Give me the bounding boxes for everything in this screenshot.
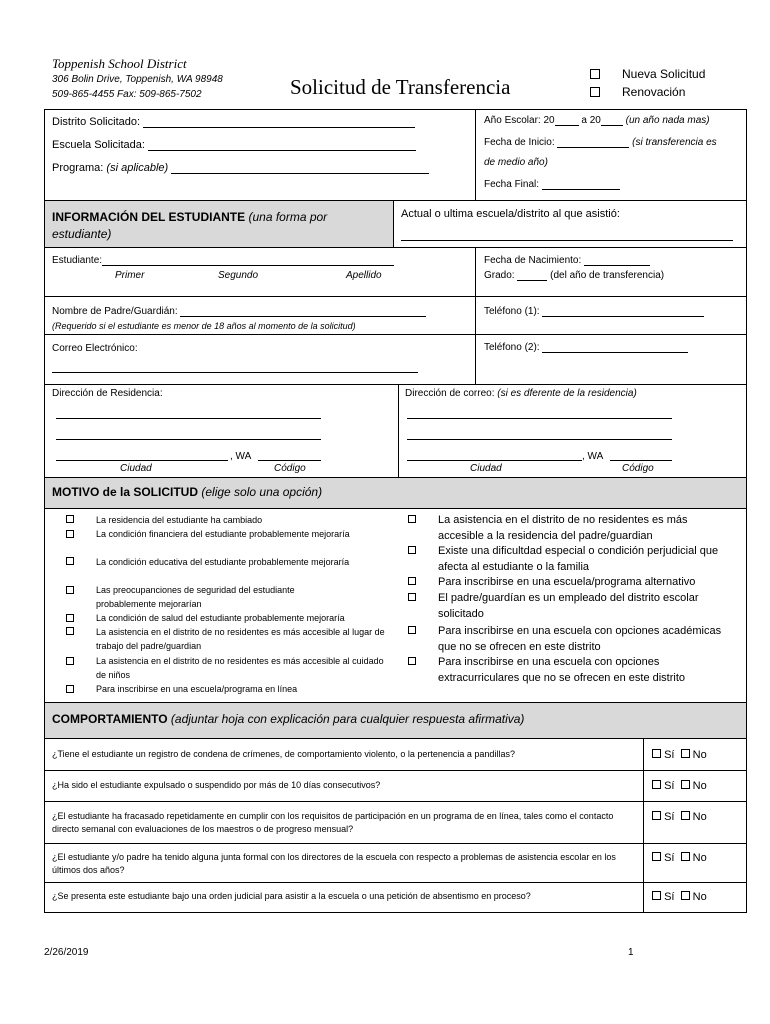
residence-zip-caption: Código (274, 463, 306, 474)
residence-address-line-1[interactable] (56, 418, 321, 419)
email-label: Correo Electrónico: (52, 343, 138, 354)
new-request-checkbox[interactable] (590, 69, 600, 79)
phone2-field[interactable]: Teléfono (2): (484, 342, 688, 353)
phone1-field[interactable]: Teléfono (1): (484, 306, 704, 317)
program-field[interactable]: Programa: (si aplicable) (52, 162, 429, 174)
reason-option-12: El padre/guardían es un empleado del distrito escolar solicitado (438, 592, 699, 620)
email-line[interactable] (52, 372, 418, 373)
mailing-address-line-2[interactable] (407, 439, 672, 440)
no-checkbox-4[interactable] (681, 852, 690, 861)
current-school-line[interactable] (401, 240, 733, 241)
footer-date: 2/26/2019 (44, 947, 89, 958)
reason-option-6: La asistencia en el distrito de no residentes es más accesible al lugar de trabajo del padre/guardian (96, 627, 385, 651)
behavior-answer-4: Sí No (652, 852, 707, 864)
start-date-field[interactable]: Fecha de Inicio: (si transferencia es (484, 137, 717, 148)
reason-option-2: La condición financiera del estudiante probablemente mejoraría (96, 529, 350, 539)
mailing-city-line[interactable] (407, 460, 582, 461)
no-checkbox-3[interactable] (681, 811, 690, 820)
mailing-address-line-1[interactable] (407, 418, 672, 419)
reason-checkbox-10[interactable] (408, 546, 416, 554)
mailing-zip-line[interactable] (610, 460, 672, 461)
district-address: 306 Bolin Drive, Toppenish, WA 98948 (52, 74, 223, 85)
end-date-field[interactable]: Fecha Final: (484, 179, 620, 190)
student-info-heading: INFORMACIÓN DEL ESTUDIANTE (una forma por estudiante) (52, 210, 328, 241)
reason-option-11: Para inscribirse en una escuela/programa alternativo (438, 576, 696, 588)
no-checkbox-5[interactable] (681, 891, 690, 900)
behavior-question-1: ¿Tiene el estudiante un registro de condena de crímenes, de comportamiento violento, o la pertenencia a pandillas? (52, 749, 515, 759)
behavior-question-4: ¿El estudiante y/o padre ha tenido alguna junta formal con los directores de la escuela con respecto a problemas de asistencia escolar en los últimos dos años? (52, 852, 616, 875)
behavior-question-3: ¿El estudiante ha fracasado repetidamente en cumplir con los requisitos de participación en un programa de en línea, tales como el contacto directo semanal con evaluaciones de los maestros o de progreso mensual? (52, 811, 614, 834)
reason-checkbox-11[interactable] (408, 577, 416, 585)
yes-checkbox-3[interactable] (652, 811, 661, 820)
residence-city-line[interactable] (56, 460, 228, 461)
reason-checkbox-3[interactable] (66, 557, 74, 565)
district-name: Toppenish School District (52, 56, 187, 71)
behavior-heading: COMPORTAMIENTO (adjuntar hoja con explicación para cualquier respuesta afirmativa) (52, 712, 525, 726)
last-name-caption: Apellido (346, 270, 382, 281)
reason-option-10: Existe una dificultdad especial o condición perjudicial que afecta al estudiante o la familia (438, 545, 719, 573)
reason-checkbox-2[interactable] (66, 530, 74, 538)
reason-checkbox-6[interactable] (66, 627, 74, 635)
residence-address-line-2[interactable] (56, 439, 321, 440)
no-checkbox-1[interactable] (681, 749, 690, 758)
behavior-question-2: ¿Ha sido el estudiante expulsado o suspendido por más de 10 días consecutivos? (52, 780, 381, 790)
school-year-field[interactable]: Año Escolar: 20 a 20 (un año nada mas) (484, 115, 710, 126)
mailing-address-label: Dirección de correo: (si es dferente de la residencia) (405, 388, 637, 399)
reason-checkbox-8[interactable] (66, 685, 74, 693)
reason-option-7: La asistencia en el distrito de no residentes es más accesible al cuidado de niños (96, 656, 384, 680)
residence-zip-line[interactable] (258, 460, 321, 461)
residence-wa: , WA (230, 451, 252, 462)
district-requested-field[interactable]: Distrito Solicitado: (52, 116, 415, 128)
reason-checkbox-1[interactable] (66, 515, 74, 523)
dob-field[interactable]: Fecha de Nacimiento: (484, 255, 650, 266)
no-checkbox-2[interactable] (681, 780, 690, 789)
reason-option-13: Para inscribirse en una escuela con opciones académicas que no se ofrecen en este distrito (438, 625, 722, 653)
reason-checkbox-7[interactable] (66, 657, 74, 665)
district-phone-fax: 509-865-4455 Fax: 509-865-7502 (52, 89, 202, 100)
reason-option-5: La condición de salud del estudiante probablemente mejoraría (96, 613, 345, 623)
parent-note: (Requerido si el estudiante es menor de 18 años al momento de la solicitud) (52, 321, 356, 331)
page-number: 1 (628, 947, 634, 958)
parent-name-field[interactable]: Nombre de Padre/Guardián: (52, 306, 426, 317)
reason-option-3: La condición educativa del estudiante probablemente mejoraría (96, 557, 350, 567)
new-request-label: Nueva Solicitud (622, 67, 706, 81)
behavior-answer-2: Sí No (652, 780, 707, 792)
grade-field[interactable]: Grado: (del año de transferencia) (484, 270, 665, 281)
reason-checkbox-13[interactable] (408, 626, 416, 634)
reason-option-14: Para inscribirse en una escuela con opciones extracurriculares que no se ofrecen en este distrito (438, 656, 686, 684)
renewal-label: Renovación (622, 85, 686, 99)
residence-city-caption: Ciudad (120, 463, 152, 474)
reason-checkbox-9[interactable] (408, 515, 416, 523)
reason-option-4: Las preocupanciones de seguridad del estudiante probablemente mejorarían (96, 585, 295, 609)
reason-checkbox-12[interactable] (408, 593, 416, 601)
reason-option-9: La asistencia en el distrito de no residentes es más accesible a la residencia del padre/guardian (438, 514, 688, 542)
school-requested-field[interactable]: Escuela Solicitada: (52, 139, 416, 151)
student-name-field[interactable]: Estudiante: (52, 255, 394, 266)
page-title: Solicitud de Transferencia (290, 75, 511, 99)
reason-option-1: La residencia del estudiante ha cambiado (96, 515, 263, 525)
reason-option-8: Para inscribirse en una escuela/programa en línea (96, 684, 298, 694)
behavior-answer-1: Sí No (652, 749, 707, 761)
behavior-answer-3: Sí No (652, 811, 707, 823)
yes-checkbox-4[interactable] (652, 852, 661, 861)
mailing-wa: , WA (582, 451, 604, 462)
reason-checkbox-14[interactable] (408, 657, 416, 665)
residence-address-label: Dirección de Residencia: (52, 388, 163, 399)
yes-checkbox-1[interactable] (652, 749, 661, 758)
current-school-label: Actual o ultima escuela/distrito al que asistió: (401, 208, 620, 220)
renewal-checkbox[interactable] (590, 87, 600, 97)
mailing-city-caption: Ciudad (470, 463, 502, 474)
first-name-caption: Primer (115, 270, 145, 281)
mailing-zip-caption: Código (622, 463, 654, 474)
reason-checkbox-5[interactable] (66, 614, 74, 622)
reason-checkbox-4[interactable] (66, 586, 74, 594)
behavior-question-5: ¿Se presenta este estudiante bajo una orden judicial para asistir a la escuela o una petición de absentismo en proceso? (52, 891, 531, 901)
behavior-answer-5: Sí No (652, 891, 707, 903)
reason-heading: MOTIVO de la SOLICITUD (elige solo una opción) (52, 485, 323, 499)
start-date-note: de medio año) (484, 157, 548, 168)
yes-checkbox-5[interactable] (652, 891, 661, 900)
second-name-caption: Segundo (218, 270, 259, 281)
yes-checkbox-2[interactable] (652, 780, 661, 789)
